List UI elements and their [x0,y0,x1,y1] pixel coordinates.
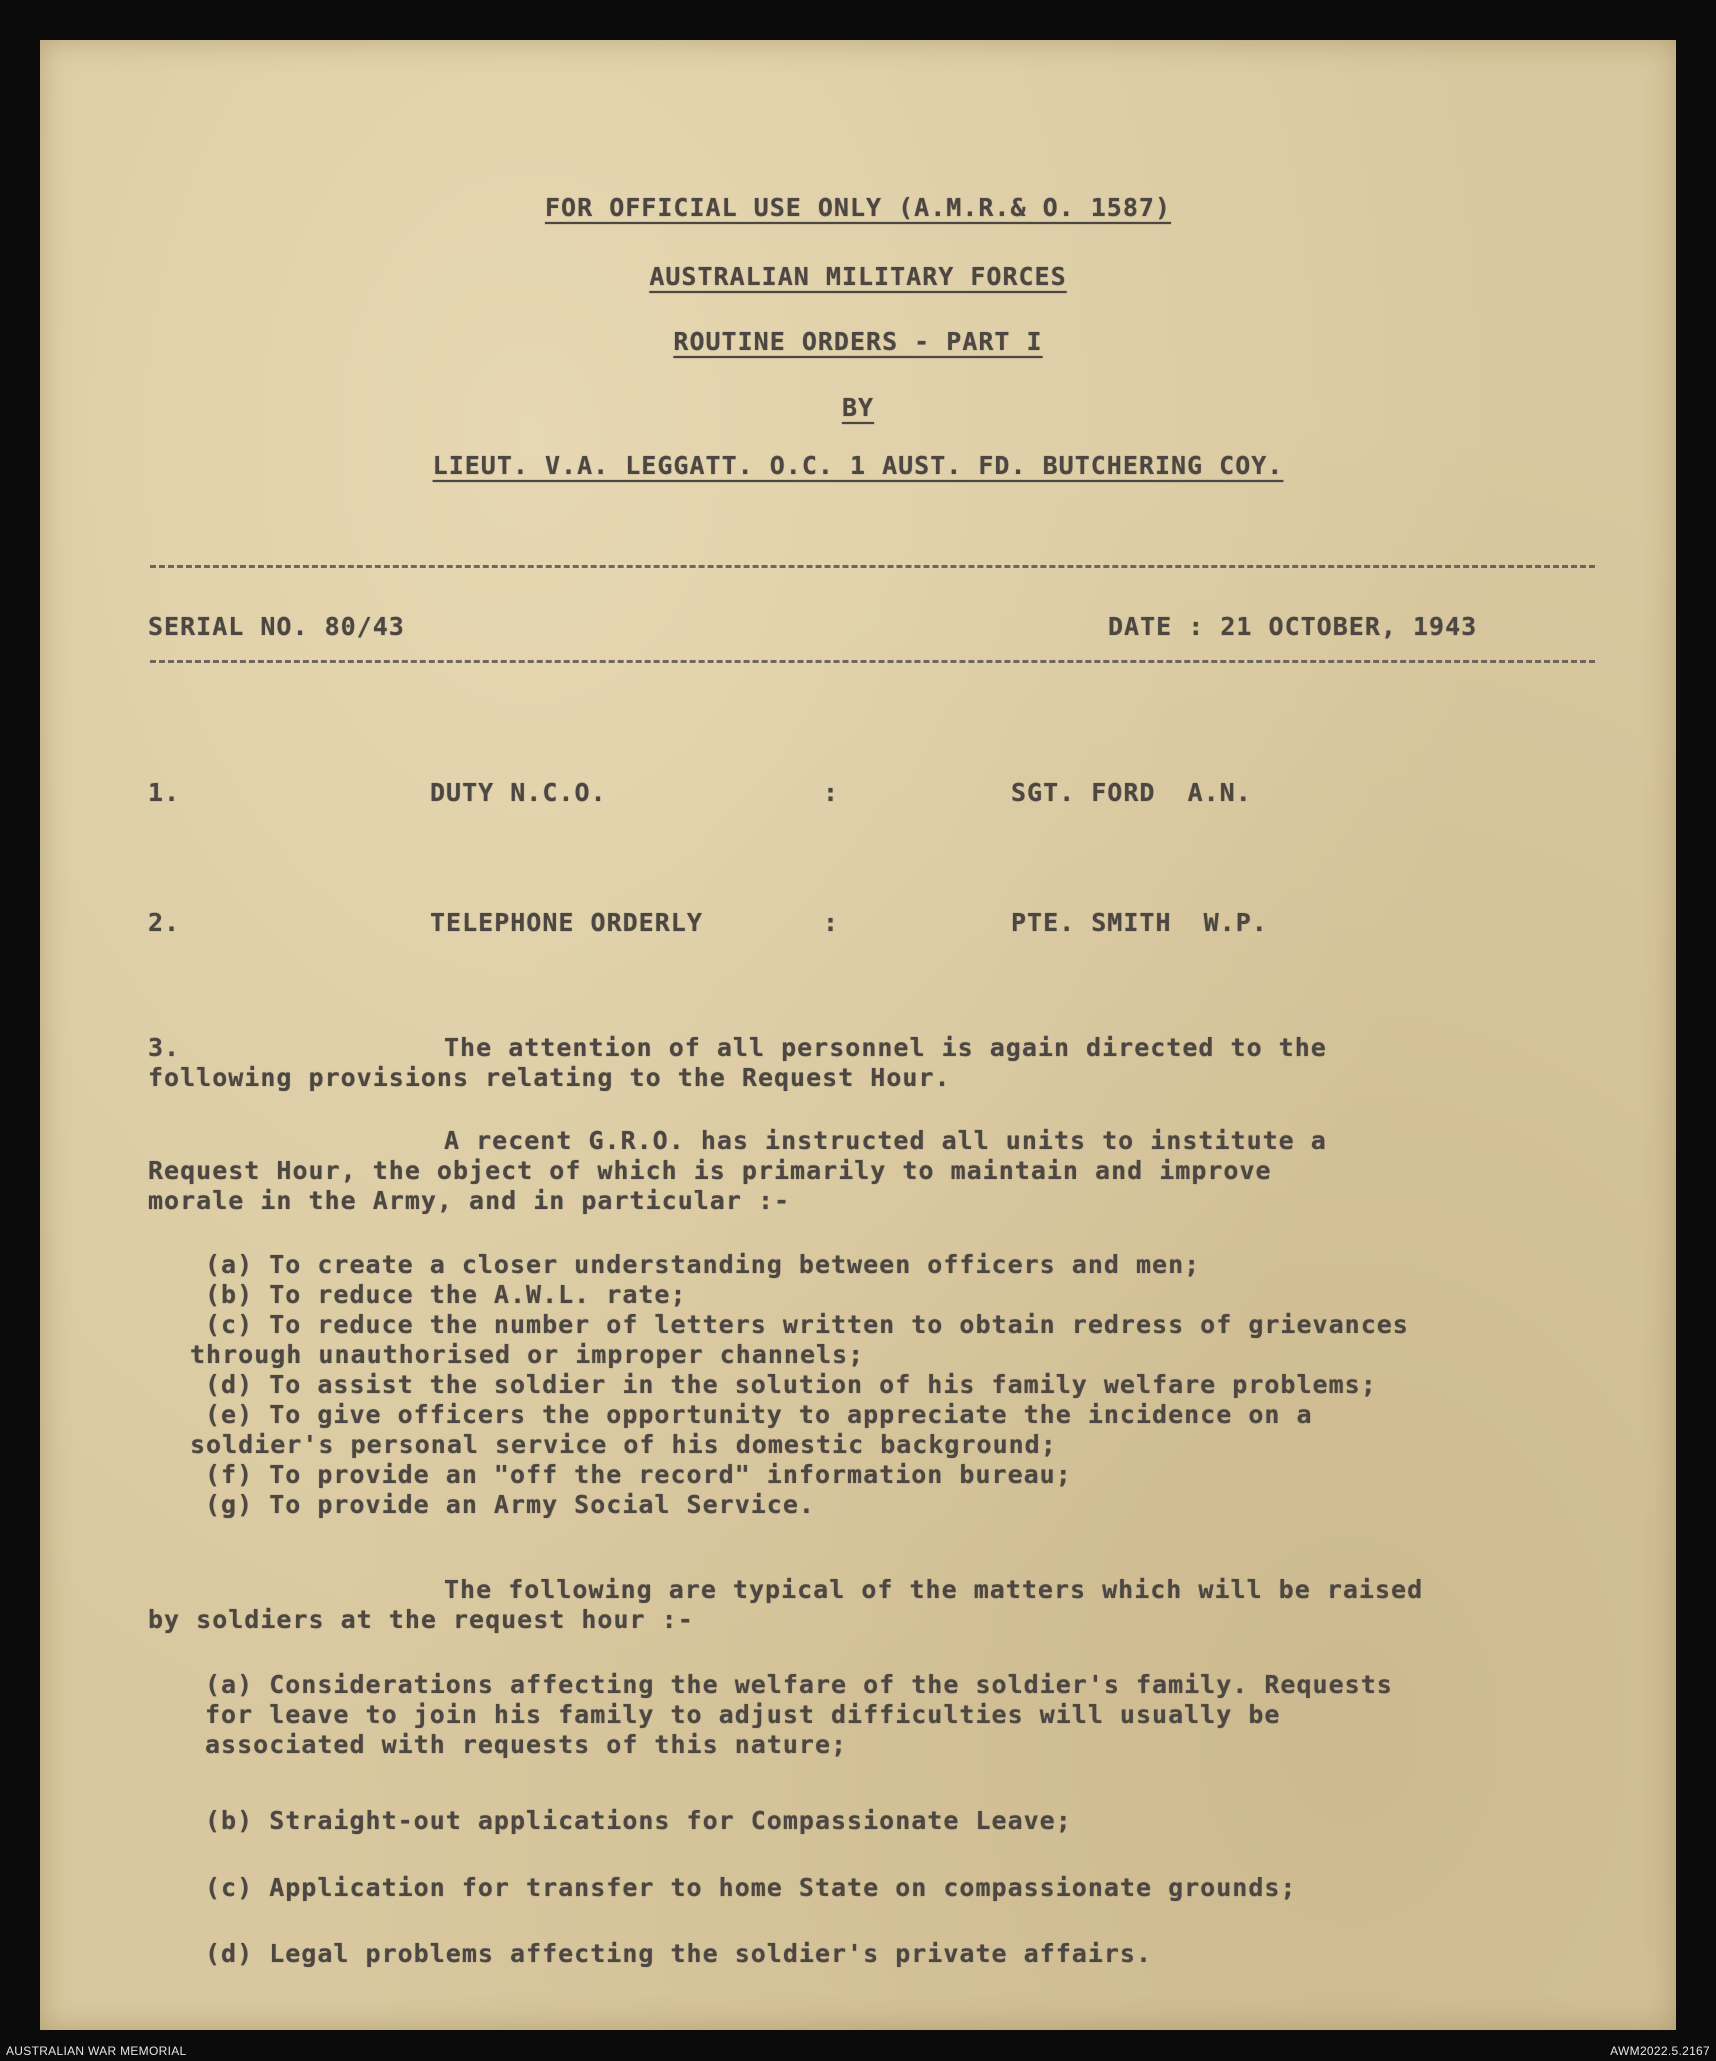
orders-heading: ROUTINE ORDERS - PART I [673,327,1043,356]
issuer-heading: LIEUT. V.A. LEGGATT. O.C. 1 AUST. FD. BUTCHERING COY. [432,451,1284,480]
organisation-heading: AUSTRALIAN MILITARY FORCES [649,262,1067,291]
divider-bottom [150,660,1595,663]
item-number: 2. [148,908,181,937]
object-item: (c) To reduce the number of letters written to obtain redress of grievances [205,1310,1409,1339]
duty-name: PTE. SMITH W.P. [1011,908,1268,937]
duty-role: TELEPHONE ORDERLY [430,908,703,937]
paper-hole [157,22,169,34]
duty-separator: : [823,778,840,807]
matter-item: (c) Application for transfer to home State on compassionate grounds; [205,1873,1297,1902]
matter-item: (a) Considerations affecting the welfare of the soldier's family. Requests [205,1670,1393,1699]
object-item: (g) To provide an Army Social Service. [205,1490,815,1519]
object-item: through unauthorised or improper channels; [190,1340,865,1369]
object-item: (b) To reduce the A.W.L. rate; [205,1280,687,1309]
para3-text: by soldiers at the request hour :- [148,1605,694,1634]
para3-text: A recent G.R.O. has instructed all units to institute a [444,1126,1327,1155]
matter-item: for leave to join his family to adjust difficulties will usually be [205,1700,1281,1729]
order-date: DATE : 21 OCTOBER, 1943 [1108,612,1478,641]
duty-role: DUTY N.C.O. [430,778,607,807]
matter-item: associated with requests of this nature; [205,1730,848,1759]
classification-heading: FOR OFFICIAL USE ONLY (A.M.R.& O. 1587) [545,193,1171,222]
serial-number: SERIAL NO. 80/43 [148,612,405,641]
object-item: (a) To create a closer understanding between officers and men; [205,1250,1201,1279]
object-item: (e) To give officers the opportunity to appreciate the incidence on a [205,1400,1313,1429]
by-heading: BY [841,393,875,422]
divider-top [150,565,1595,568]
para3-text: morale in the Army, and in particular :- [148,1186,791,1215]
matter-item: (d) Legal problems affecting the soldier's private affairs. [205,1939,1153,1968]
para3-text: The following are typical of the matters which will be raised [444,1575,1424,1604]
object-item: soldier's personal service of his domestic background; [190,1430,1057,1459]
duty-name: SGT. FORD A.N. [1011,778,1252,807]
para3-text: The attention of all personnel is again directed to the [444,1033,1327,1062]
archive-reference: AWM2022.5.2167 [1610,2044,1710,2058]
para3-text: Request Hour, the object of which is primarily to maintain and improve [148,1156,1272,1185]
object-item: (d) To assist the soldier in the solution of his family welfare problems; [205,1370,1377,1399]
item-number: 1. [148,778,181,807]
para3-text: following provisions relating to the Request Hour. [148,1063,951,1092]
duty-separator: : [823,908,840,937]
archive-credit: AUSTRALIAN WAR MEMORIAL [6,2044,187,2058]
item-number: 3. [148,1033,181,1062]
object-item: (f) To provide an "off the record" information bureau; [205,1460,1072,1489]
matter-item: (b) Straight-out applications for Compassionate Leave; [205,1806,1072,1835]
